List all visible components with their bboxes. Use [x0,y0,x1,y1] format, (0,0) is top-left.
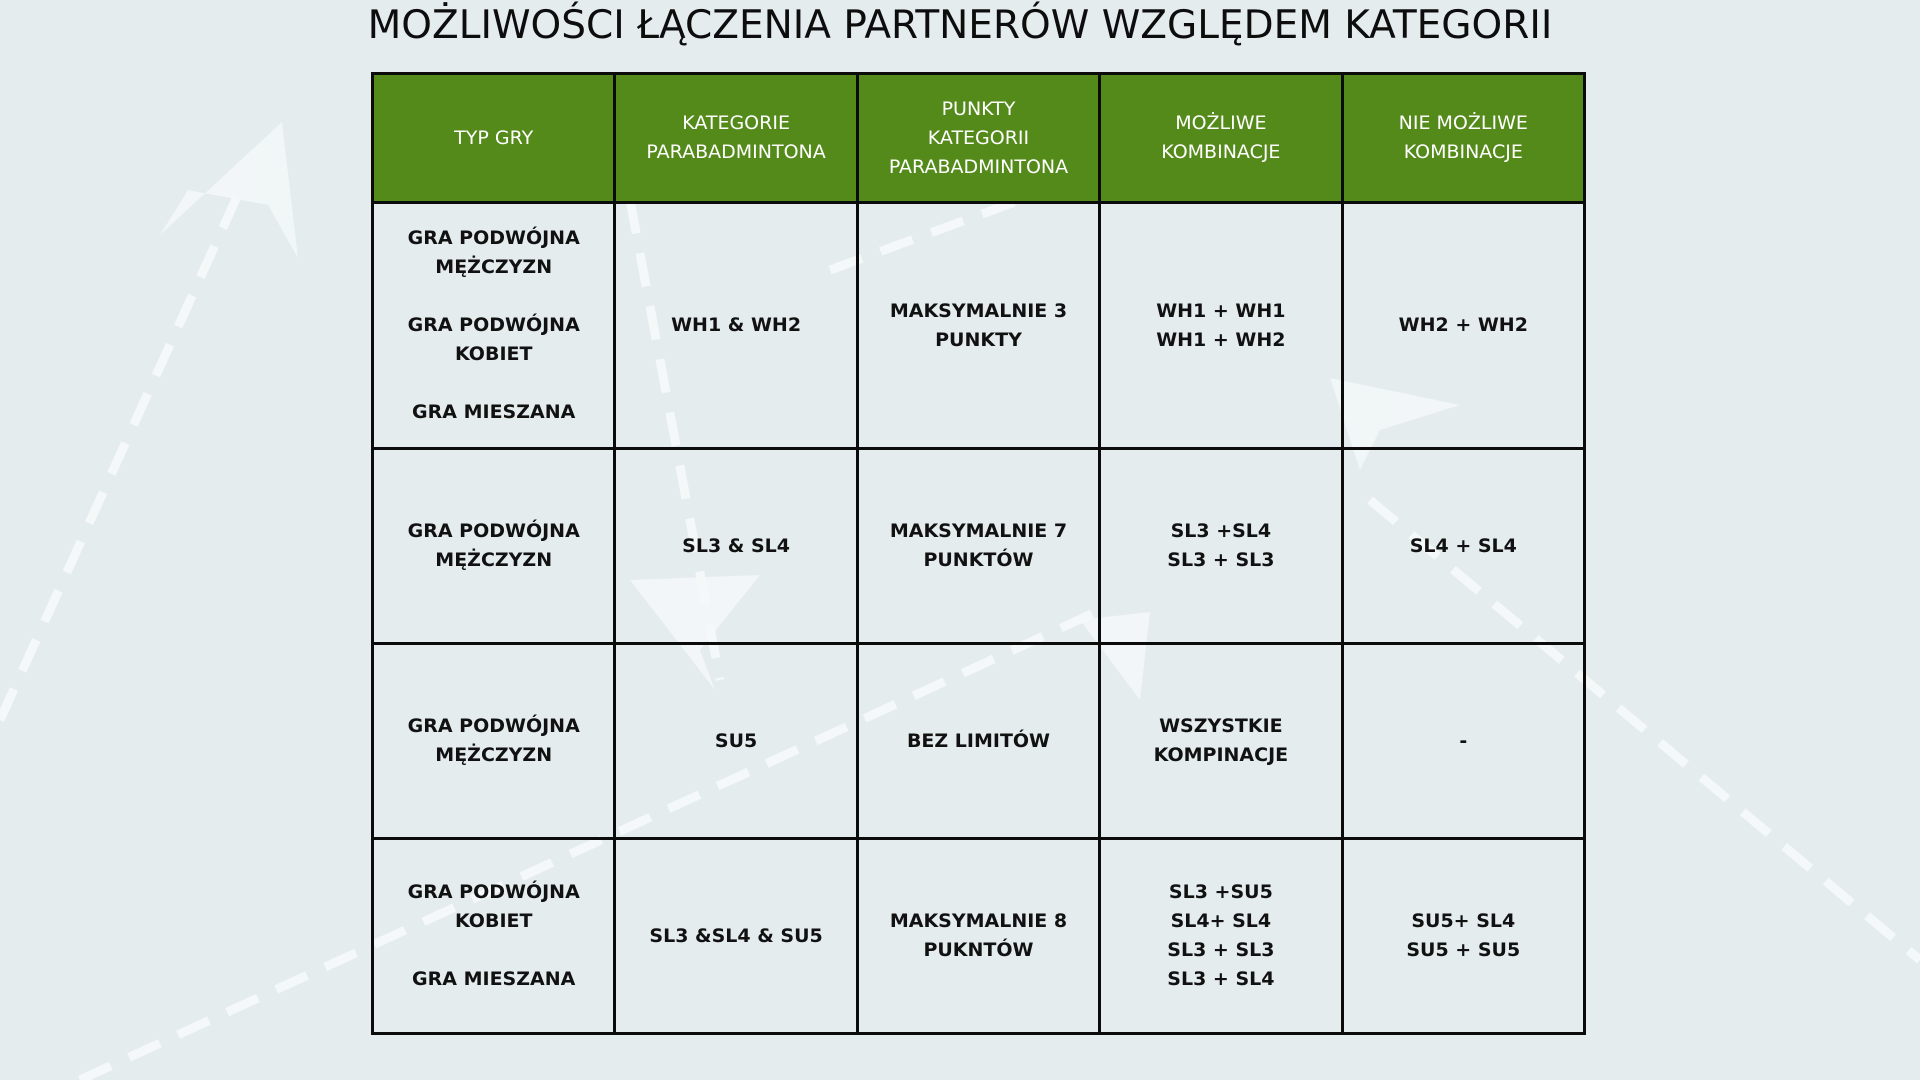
cell-possible: SL3 +SU5 SL4+ SL4 SL3 + SL3 SL3 + SL4 [1100,839,1342,1034]
table-row [373,449,1585,644]
table-row [373,203,1585,449]
header-categories: KATEGORIE PARABADMINTONA [615,74,857,203]
cell-categories: WH1 & WH2 [615,203,857,449]
cell-impossible: - [1342,644,1584,839]
cell-categories: SU5 [615,644,857,839]
cell-game-type: GRA PODWÓJNA MĘŻCZYZN GRA PODWÓJNA KOBIET GRA MIESZANA [373,203,615,449]
cell-impossible: SU5+ SL4 SU5 + SU5 [1342,839,1584,1034]
cell-possible: WH1 + WH1 WH1 + WH2 [1100,203,1342,449]
cell-points: MAKSYMALNIE 7 PUNKTÓW [857,449,1099,644]
cell-points: MAKSYMALNIE 3 PUNKTY [857,203,1099,449]
header-impossible-combinations: NIE MOŻLIWE KOMBINACJE [1342,74,1584,203]
table-row [373,644,1585,839]
table-header-row [373,74,1585,203]
cell-impossible: WH2 + WH2 [1342,203,1584,449]
cell-points: MAKSYMALNIE 8 PUKNTÓW [857,839,1099,1034]
table-row [373,839,1585,1034]
cell-game-type: GRA PODWÓJNA MĘŻCZYZN [373,644,615,839]
header-possible-combinations: MOŻLIWE KOMBINACJE [1100,74,1342,203]
cell-points: BEZ LIMITÓW [857,644,1099,839]
header-category-points: PUNKTY KATEGORII PARABADMINTONA [857,74,1099,203]
cell-game-type: GRA PODWÓJNA KOBIET GRA MIESZANA [373,839,615,1034]
cell-game-type: GRA PODWÓJNA MĘŻCZYZN [373,449,615,644]
cell-categories: SL3 &SL4 & SU5 [615,839,857,1034]
category-combinations-table [371,72,1586,1035]
cell-possible: WSZYSTKIE KOMPINACJE [1100,644,1342,839]
cell-impossible: SL4 + SL4 [1342,449,1584,644]
header-game-type: TYP GRY [373,74,615,203]
cell-categories: SL3 & SL4 [615,449,857,644]
cell-possible: SL3 +SL4 SL3 + SL3 [1100,449,1342,644]
page-title: MOŻLIWOŚCI ŁĄCZENIA PARTNERÓW WZGLĘDEM KATEGORII [367,3,1553,48]
